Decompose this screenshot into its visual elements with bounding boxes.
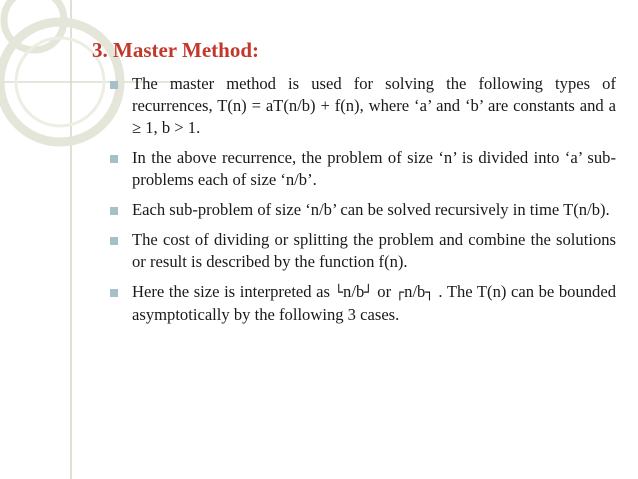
floor-expression: n/b: [343, 282, 365, 301]
square-bullet-icon: [110, 289, 118, 297]
or-text: or: [372, 282, 396, 301]
bullet-text: The master method is used for solving the following types of recurrences, T(n) = aT(n/b) + f(n), where ‘a’ and ‘b’ are constants and a ≥ 1, b > 1.: [132, 74, 616, 137]
square-bullet-icon: [110, 155, 118, 163]
bullet-subproblem-solving: [105, 199, 616, 221]
bullet-problem-division: [105, 147, 616, 191]
bullet-text-suffix: . The T(n) can be bounded asymptotically by the following 3 cases.: [132, 282, 616, 324]
bullet-text: Each sub-problem of size ‘n/b’ can be solved recursively in time T(n/b).: [132, 200, 610, 219]
ceil-left-bracket: ┌: [395, 285, 405, 301]
bullet-list: [105, 73, 616, 334]
slide-title: 3. Master Method:: [92, 38, 259, 62]
ceil-expression: n/b: [404, 282, 426, 301]
bullet-text-prefix: Here the size is interpreted as: [132, 282, 335, 301]
bullet-text: The cost of dividing or splitting the problem and combine the solutions or result is described by the function f(n).: [132, 230, 616, 271]
ceil-right-bracket: ┐: [425, 285, 434, 301]
square-bullet-icon: [110, 237, 118, 245]
bullet-dividing-cost: [105, 229, 616, 273]
bullet-master-method-definition: [105, 73, 616, 139]
floor-right-bracket: ┘: [364, 285, 373, 301]
bullet-size-interpretation: [105, 281, 616, 326]
bullet-text: In the above recurrence, the problem of size ‘n’ is divided into ‘a’ sub-problems each of size ‘n/b’.: [132, 148, 616, 189]
square-bullet-icon: [110, 81, 118, 89]
floor-left-bracket: └: [334, 285, 344, 301]
square-bullet-icon: [110, 207, 118, 215]
